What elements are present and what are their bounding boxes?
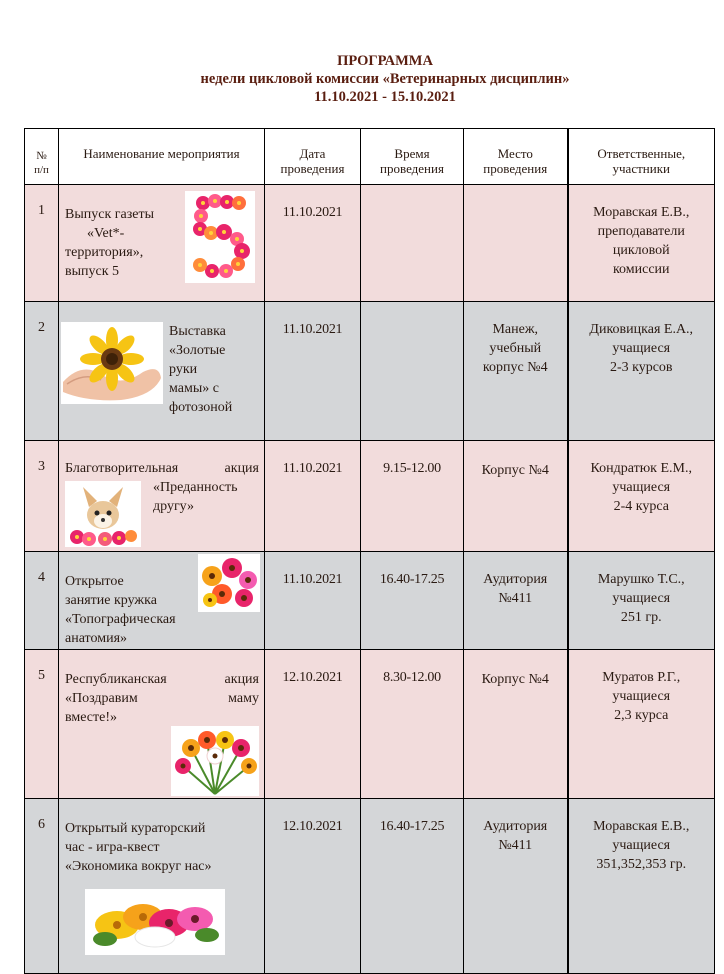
- event-responsible: Диковицкая Е.А., учащиеся 2-3 курсов: [568, 302, 715, 441]
- event-place: Аудитория №411: [464, 552, 568, 650]
- event-name: Открытый кураторский час - игра-квест «Экономика вокруг нас»: [65, 821, 212, 874]
- event-responsible: Моравская Е.В., учащиеся 351,352,353 гр.: [568, 799, 715, 974]
- event-name: Благотворительная акция «Преданность другу»: [65, 461, 259, 514]
- puppy-with-flowers-icon: [65, 481, 141, 547]
- flower-number-5-icon: [185, 191, 255, 283]
- event-date: 12.10.2021: [265, 799, 361, 974]
- event-place: Манеж, учебный корпус №4: [464, 302, 568, 441]
- table-row: [25, 302, 715, 441]
- event-time: [361, 185, 464, 302]
- event-time: 8.30-12.00: [361, 650, 464, 799]
- program-table: [24, 128, 715, 974]
- col-header-place: Место проведения: [464, 129, 568, 185]
- flower-arrangement-icon: [85, 889, 225, 955]
- sunflower-in-hands-icon: [61, 322, 163, 404]
- event-responsible: Моравская Е.В., преподаватели цикловой комиссии: [568, 185, 715, 302]
- col-header-number: № п/п: [25, 129, 59, 185]
- col-header-responsible: Ответственные, участники: [568, 129, 715, 185]
- event-name-cell: [59, 185, 265, 302]
- gerbera-vase-icon: [171, 726, 259, 796]
- event-name: Открытое занятие кружка «Топографическая анатомия»: [65, 574, 176, 646]
- row-number: 5: [25, 650, 59, 799]
- event-date: 11.10.2021: [265, 552, 361, 650]
- event-responsible: Муратов Р.Г., учащиеся 2,3 курса: [568, 650, 715, 799]
- event-place: [464, 185, 568, 302]
- document-subtitle: недели цикловой комиссии «Ветеринарных дисциплин»: [200, 71, 570, 87]
- row-number: 3: [25, 441, 59, 552]
- table-row: [25, 650, 715, 799]
- event-responsible: Кондратюк Е.М., учащиеся 2-4 курса: [568, 441, 715, 552]
- row-number: 6: [25, 799, 59, 974]
- row-number: 1: [25, 185, 59, 302]
- gerbera-bouquet-icon: [198, 554, 260, 612]
- event-name-cell: [59, 302, 265, 441]
- row-number: 4: [25, 552, 59, 650]
- event-time: 16.40-17.25: [361, 552, 464, 650]
- table-row: [25, 552, 715, 650]
- event-place: Корпус №4: [464, 650, 568, 799]
- event-name-cell: [59, 552, 265, 650]
- event-time: 9.15-12.00: [361, 441, 464, 552]
- event-name-cell: [59, 799, 265, 974]
- col-header-name: Наименование мероприятия: [59, 129, 265, 185]
- document-dates: 11.10.2021 - 15.10.2021: [314, 89, 456, 105]
- event-time: 16.40-17.25: [361, 799, 464, 974]
- event-date: 12.10.2021: [265, 650, 361, 799]
- event-place: Корпус №4: [464, 441, 568, 552]
- table-row: [25, 185, 715, 302]
- event-date: 11.10.2021: [265, 185, 361, 302]
- event-name: Выставка «Золотые руки мамы» с фотозоной: [169, 324, 233, 415]
- event-name-cell: [59, 441, 265, 552]
- event-responsible: Марушко Т.С., учащиеся 251 гр.: [568, 552, 715, 650]
- event-date: 11.10.2021: [265, 441, 361, 552]
- event-place: Аудитория №411: [464, 799, 568, 974]
- event-name-cell: [59, 650, 265, 799]
- table-row: [25, 441, 715, 552]
- table-header-row: [25, 129, 715, 185]
- event-name: Республиканская акция «Поздравим маму вместе!»: [65, 672, 259, 725]
- document-header: [0, 52, 724, 106]
- col-header-date: Дата проведения: [265, 129, 361, 185]
- event-time: [361, 302, 464, 441]
- row-number: 2: [25, 302, 59, 441]
- event-name: Выпуск газеты «Vet*- территория», выпуск 5: [65, 207, 154, 279]
- document-title: ПРОГРАММА: [337, 53, 433, 69]
- event-date: 11.10.2021: [265, 302, 361, 441]
- table-row: [25, 799, 715, 974]
- col-header-time: Время проведения: [361, 129, 464, 185]
